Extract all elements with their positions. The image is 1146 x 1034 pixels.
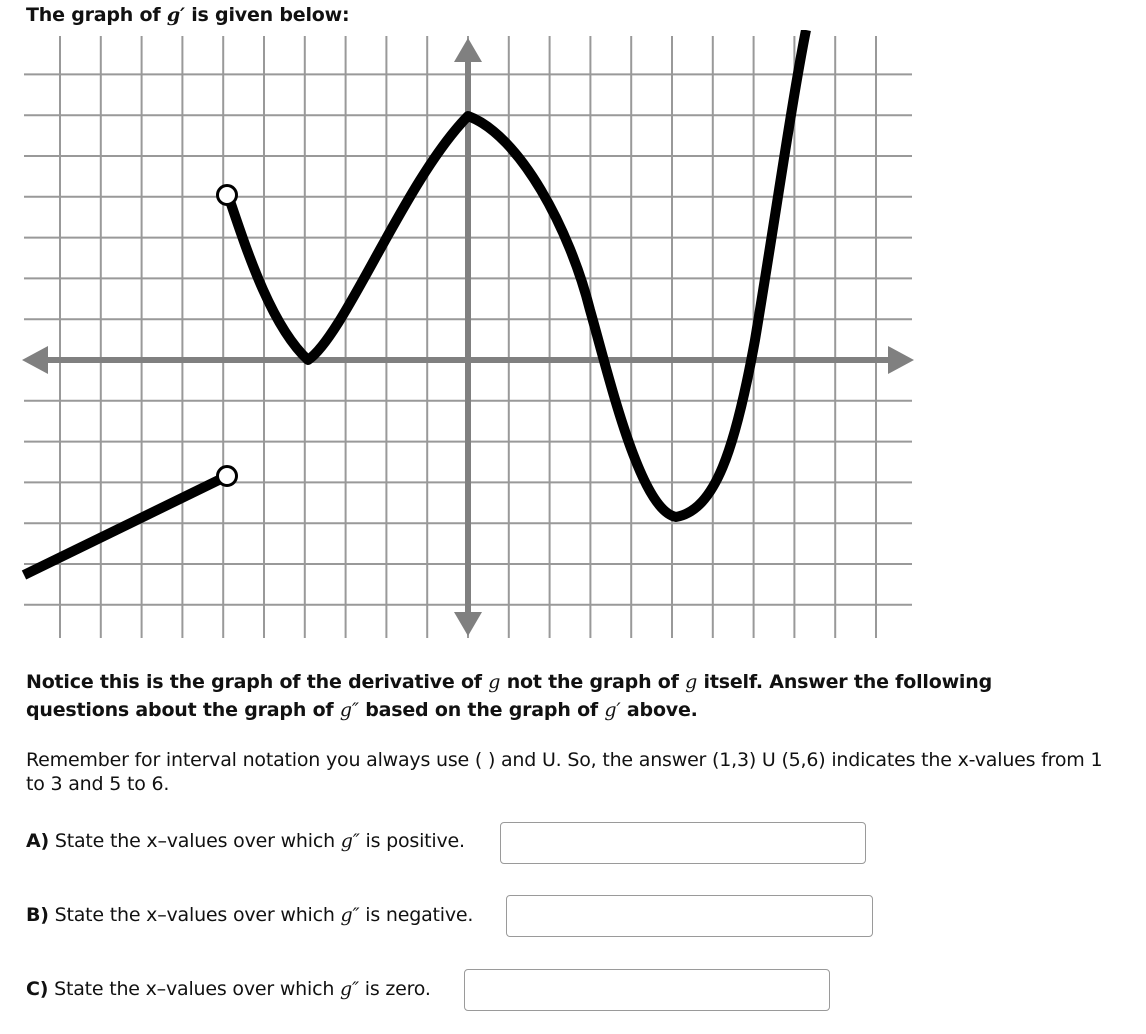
answer-a-input[interactable] <box>500 822 866 864</box>
heading-suffix: is given below: <box>191 4 350 26</box>
heading-function: g′ <box>166 4 185 26</box>
notice-text-4: based on the graph of <box>365 699 598 721</box>
graph-heading <box>26 4 349 26</box>
open-endpoint-upper <box>218 186 237 205</box>
heading-prefix: The graph of <box>26 4 161 26</box>
notice-g-4: g′ <box>604 699 621 721</box>
notice-g-1: g <box>488 671 501 693</box>
x-axis-left-arrow <box>22 346 48 374</box>
question-a-function: g″ <box>340 830 360 852</box>
question-b-letter: B) <box>26 904 49 926</box>
coordinate-axes <box>22 38 914 636</box>
y-axis-up-arrow <box>454 38 482 62</box>
question-c-letter: C) <box>26 978 49 1000</box>
notice-g-3: g″ <box>339 699 359 721</box>
main-curve <box>228 30 806 517</box>
notice-text-5: above. <box>626 699 698 721</box>
question-c-text: State the x–values over which <box>54 978 335 1000</box>
notice-text-1: Notice this is the graph of the derivative of <box>26 671 482 693</box>
question-c-function: g″ <box>340 978 359 1000</box>
answer-b-input[interactable] <box>506 895 873 937</box>
notice-text-2: not the graph of <box>506 671 679 693</box>
question-b-condition: is negative. <box>365 904 474 926</box>
notice-text-3: itself. Answer the following questions about the graph of <box>26 671 992 721</box>
derivative-graph <box>0 30 920 648</box>
question-c-label <box>26 978 431 1000</box>
notice-paragraph <box>26 668 1026 724</box>
question-b-function: g″ <box>340 904 360 926</box>
question-a-letter: A) <box>26 830 49 852</box>
question-b-label <box>26 904 473 926</box>
question-a-text: State the x–values over which <box>54 830 335 852</box>
answer-c-input[interactable] <box>464 969 830 1011</box>
question-c-condition: is zero. <box>364 978 431 1000</box>
question-a-label <box>26 830 465 852</box>
interval-notation-reminder: Remember for interval notation you always use ( ) and U. So, the answer (1,3) U (5,6) indicates the x-values from 1 to 3 and 5 to 6. <box>26 749 1103 795</box>
question-b-text: State the x–values over which <box>54 904 335 926</box>
x-axis-right-arrow <box>888 346 914 374</box>
y-axis-down-arrow <box>454 612 482 636</box>
question-a-condition: is positive. <box>365 830 465 852</box>
open-endpoint-lower <box>218 467 237 486</box>
notice-g-2: g <box>685 671 698 693</box>
left-linear-segment <box>24 476 227 575</box>
